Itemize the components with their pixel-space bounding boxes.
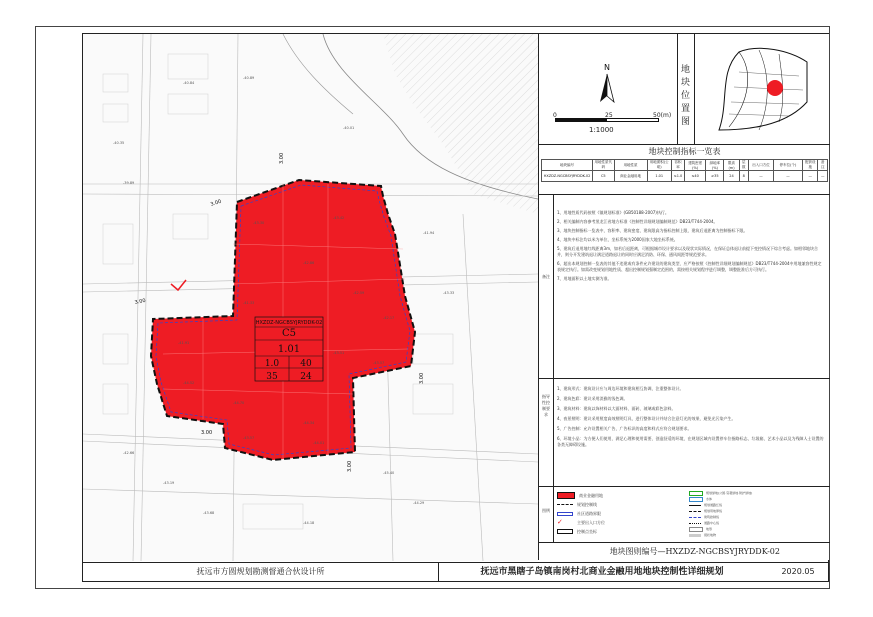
plot-map <box>83 34 538 561</box>
info-panel <box>538 34 829 560</box>
table-row <box>542 171 828 182</box>
table-header: 地块编号 <box>542 160 593 171</box>
legend-swatch <box>557 512 573 516</box>
legend-item: 控制点坐标 <box>577 528 597 534</box>
legend-item: 商业金融用地 <box>579 492 603 498</box>
legend-swatch <box>689 497 703 502</box>
plot-density: 1.0 <box>264 359 280 369</box>
north-label: N <box>604 63 610 72</box>
plan-date: 2020.05 <box>781 567 815 576</box>
guide-line: 2、建筑色彩：建议采用淡雅的浅色调。 <box>557 396 628 401</box>
elevation-label: -42.66 <box>123 451 135 455</box>
guide-line: 4、夜景照明：建议采用照度高效照明灯具，进行整体设计并结合注意灯光的效果，避免光污染产生。 <box>557 416 736 421</box>
location-label-char: 图 <box>680 117 690 127</box>
table-header: 用地性质 <box>614 160 647 171</box>
legend-swatch <box>689 527 703 532</box>
location-marker-icon <box>767 80 783 96</box>
elevation-label: -44.52 <box>183 381 195 385</box>
elevation-label: -40.89 <box>243 76 255 80</box>
guides-label: 指导性控制要求 <box>542 394 550 417</box>
location-label-char: 地 <box>680 65 690 75</box>
legend-swatch <box>689 511 701 512</box>
elevation-label: -40.35 <box>113 141 125 145</box>
legend-swatch <box>689 517 701 518</box>
entrance-arrow-icon: ✓ <box>557 518 563 526</box>
elevation-label: -42.17 <box>383 316 395 320</box>
elevation-label: -43.57 <box>243 436 255 440</box>
drawing-number: 地块图则编号—HXZDZ-NGCBSYJRYDDK-02 <box>609 547 780 556</box>
setback-dimension: 3.00 <box>134 297 147 306</box>
legend-swatch <box>689 523 701 524</box>
legend-item: 现状地物 <box>704 533 717 537</box>
table-cell: ≤40 <box>685 171 706 182</box>
note-line: 7、用地面积以土地实测为准。 <box>557 276 612 281</box>
location-label-char: 置 <box>680 104 690 114</box>
guide-line: 1、建筑形式：建筑设计应与周边环境和建筑相互协调，注重整体设计。 <box>557 386 684 391</box>
legend-item: 水体 <box>706 497 713 501</box>
elevation-label: -43.33 <box>443 291 455 295</box>
legend-swatch <box>689 505 701 506</box>
legend-label: 图例 <box>542 508 550 513</box>
institute-name: 抚远市方圆规划勘测督通合伙设计所 <box>83 563 439 581</box>
table-header: 出入口方位 <box>749 160 774 171</box>
table-header: 停车位(个) <box>774 160 803 171</box>
plot-index-label <box>255 317 323 382</box>
legend-item: 规划道路红线 <box>704 503 723 507</box>
plot-far: 1.01 <box>277 344 301 355</box>
elevation-label: -44.01 <box>313 441 325 445</box>
legend-item: 建筑控制线 <box>704 515 720 519</box>
legend-item: 道路中心线 <box>704 521 720 525</box>
table-cell: 1.01 <box>647 171 671 182</box>
elevation-label: -44.34 <box>303 421 315 425</box>
table-header: 用地性质代码 <box>593 160 615 171</box>
setback-dimension: 3.00 <box>209 198 223 208</box>
legend-item: 规划用地界线 <box>704 509 723 513</box>
scale-tick: 50(m) <box>653 112 672 119</box>
setback-dimension: 3.00 <box>419 372 425 384</box>
title-block <box>83 562 829 582</box>
legend-swatch <box>557 492 575 499</box>
plot-floors: 24 <box>300 372 312 382</box>
table-header: 备注 <box>818 160 828 171</box>
table-header: 配套设施 <box>803 160 818 171</box>
table-cell: 商业金融用地 <box>614 171 647 182</box>
elevation-label: -44.18 <box>303 521 315 525</box>
plot-code: HXZDZ-NGCBSYJRYDDK-02 <box>255 320 323 326</box>
table-cell: HXZDZ-NGCBSYJRYDDK-02 <box>542 171 593 182</box>
legend-swatch <box>689 534 701 537</box>
plot-land-use: C5 <box>281 328 297 339</box>
legend-swatch <box>689 491 703 496</box>
table-cell: — <box>818 171 828 182</box>
north-arrow-icon <box>596 62 618 108</box>
location-map <box>699 42 811 136</box>
legend-swatch <box>557 504 573 505</box>
table-cell: — <box>749 171 774 182</box>
note-line: 3、地块控制指标一览表中，容积率、建筑密度、建筑限高为指标控制上限，建筑后退距离为控制指标下限。 <box>557 228 748 233</box>
elevation-label: -44.70 <box>233 401 245 405</box>
control-point-icon <box>557 529 573 534</box>
note-line: 1、用地性质代码按照《镇规划标准》(GB50188-2007)执行。 <box>557 210 669 215</box>
elevation-label: -43.51 <box>333 351 345 355</box>
note-line: 6、超出本规划控制一览表的其他不违建或有条件允许建设的建筑类型，应严格按照《控制性详细规划编制规范》DB23/T744-2004中用地兼容性规定表规定执行。如需改变规划用地性质、超出控制规划强制定范围的，需按相关规划程序进行调整，调整批准后方可执行。 <box>557 261 822 272</box>
table-header: 绿地率(%) <box>706 160 724 171</box>
legend-item: 地形 <box>706 527 713 531</box>
control-index-table <box>541 159 828 182</box>
elevation-label: -39.89 <box>123 181 135 185</box>
legend-item: 社区道路界限 <box>577 510 601 516</box>
setback-dimension: 3.00 <box>279 152 285 164</box>
legend-item: 规划绿地(公园·景观绿地·防护绿地) <box>706 491 753 495</box>
legend-item: 主要出入口方位 <box>577 519 605 525</box>
guide-line: 5、广告控制：允许设置相关广告，广告标识的高度和样式应符合规划要求。 <box>557 426 692 431</box>
elevation-label: -44.29 <box>413 501 425 505</box>
setback-dimension: 3.00 <box>201 430 213 436</box>
table-title: 地块控制指标一览表 <box>648 147 721 156</box>
scale-tick: 0 <box>553 112 557 119</box>
elevation-label: -43.30 <box>253 221 265 225</box>
elevation-label: -42.86 <box>303 261 315 265</box>
project-title: 抚远市黑瞎子岛镇南岗村北商业金融用地地块控制性详细规划 <box>480 567 724 577</box>
scale-tick: 25 <box>605 112 613 119</box>
plot-height: 40 <box>300 359 312 369</box>
elevation-label: -40.01 <box>343 126 355 130</box>
note-line: 4、地块中标注均以米为单位，坐标系统为2000国家大地坐标系统。 <box>557 237 678 242</box>
plot-green: 35 <box>266 372 278 382</box>
notes-label: 备注 <box>542 274 550 279</box>
elevation-label: -43.19 <box>163 481 175 485</box>
table-cell: ≥35 <box>706 171 724 182</box>
guide-line: 3、建筑材料：建筑以饰材料以大面材料、面砖、玻璃或彩色涂料。 <box>557 406 676 411</box>
setback-dimension: 3.00 <box>347 460 353 472</box>
table-cell: — <box>774 171 803 182</box>
table-cell: 8 <box>739 171 748 182</box>
elevation-label: -41.94 <box>423 231 435 235</box>
table-cell: 24 <box>724 171 739 182</box>
table-header: 建筑密度(%) <box>685 160 706 171</box>
table-header: 层数 <box>739 160 748 171</box>
table-cell: — <box>803 171 818 182</box>
table-header: 容积率 <box>671 160 684 171</box>
table-header: 用地面积(公顷) <box>647 160 671 171</box>
elevation-label: -43.42 <box>333 216 345 220</box>
elevation-label: -43.57 <box>373 361 385 365</box>
elevation-label: -41.33 <box>243 301 255 305</box>
table-header-row <box>542 160 828 171</box>
elevation-label: -43.68 <box>203 511 215 515</box>
table-header: 限高(m) <box>724 160 739 171</box>
table-cell: ≤1.0 <box>671 171 684 182</box>
scale-ratio: 1:1000 <box>589 126 614 134</box>
guide-line: 6、环境小品：为方便人们使用，满足心理和使用需要，创造舒适的环境，在规划区域内设置停车位指路标志、垃圾箱、艺术小品以及为残障人士设置的各类无障碍设施。 <box>557 436 824 447</box>
note-line: 2、相关编制内容参考黑龙江省地方标准《控制性详细规划编制规范》DB23/T744-2004。 <box>557 219 718 224</box>
location-label-char: 块 <box>680 78 690 88</box>
legend-item: 规划控制线 <box>577 501 597 507</box>
elevation-label: -40.84 <box>183 81 195 85</box>
elevation-label: -42.59 <box>353 291 365 295</box>
elevation-label: -41.91 <box>178 341 190 345</box>
table-cell: C5 <box>593 171 615 182</box>
location-label-char: 位 <box>680 91 690 101</box>
elevation-label: -45.40 <box>383 471 395 475</box>
note-line: 5、建筑后退用地红线距离3m，如若后退距离，可根据城市设计要求以及现状实际情况，在保证总体退让前提下变控情况下综合考虑。如相邻地块合并，则分开发建筑退让满足道路退让的同时应满足消防、环保、通风间距等规范要求。 <box>557 246 818 257</box>
